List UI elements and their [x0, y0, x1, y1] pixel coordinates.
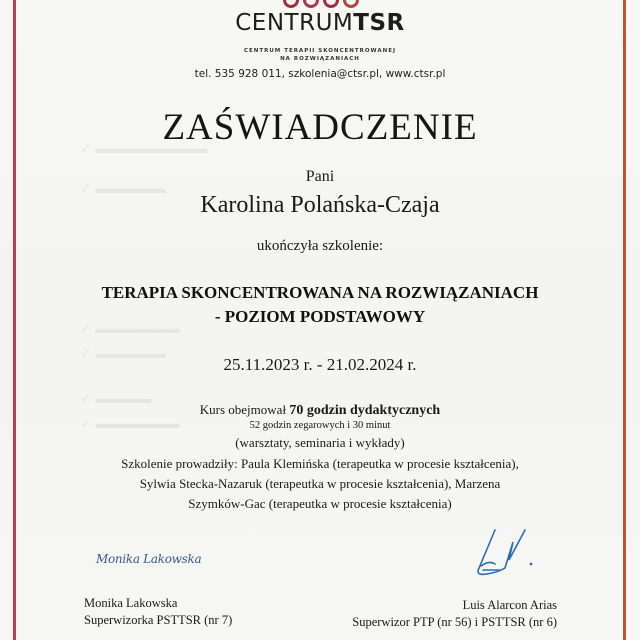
signer-left — [84, 595, 232, 629]
trainers-line2: Sylwia Stecka-Nazaruk (terapeutka w procesie kształcenia), Marzena — [139, 476, 501, 491]
signature-left-handwritten: Monika Lakowska — [96, 552, 202, 566]
trainers-line3: Szymków-Gac (terapeutka w procesie kształcenia) — [188, 496, 452, 511]
course-title-line1: TERAPIA SKONCENTROWANA NA ROZWIĄZANIACH — [101, 283, 539, 302]
course-title-line2: - POZIOM PODSTAWOWY — [214, 307, 426, 326]
bleed-through-mark: ✓ ▬▬▬▬▬▬ — [80, 415, 180, 431]
recipient-name: Karolina Polańska-Czaja — [200, 192, 440, 218]
signer-right-name: Luis Alarcon Arias — [462, 598, 557, 612]
signer-right-role: Superwizor PTP (nr 56) i PSTTSR (nr 6) — [352, 615, 557, 629]
signer-right — [352, 597, 557, 631]
bleed-through-mark: ✓ ▬▬▬▬▬▬▬▬ — [80, 140, 208, 156]
logo-icon — [283, 0, 359, 10]
brand-subtitle-line1: CENTRUM TERAPII SKONCENTROWANEJ — [243, 48, 397, 54]
course-dates: 25.11.2023 r. - 21.02.2024 r. — [223, 355, 417, 374]
signer-left-role: Superwizorka PSTTSR (nr 7) — [84, 613, 233, 627]
bleed-through-mark: ✓ ▬▬▬▬▬ — [80, 180, 166, 196]
signature-right-icon — [465, 520, 545, 580]
certificate-title: ZAŚWIADCZENIE — [162, 107, 478, 148]
brand-logo: CENTRUMTSR — [235, 10, 405, 36]
contact-info: tel. 535 928 011, szkolenia@ctsr.pl, www.ctsr.pl — [194, 68, 446, 80]
signer-left-name: Monika Lakowska — [84, 596, 178, 610]
bleed-through-mark: ✓ ▬▬▬▬▬▬ — [80, 320, 180, 336]
course-format: (warsztaty, seminaria i wykłady) — [235, 435, 405, 450]
bleed-through-mark: ✓ ▬▬▬▬ — [80, 390, 152, 406]
brand-subtitle-line2: NA ROZWIĄZANIACH — [280, 56, 360, 62]
trainers-line1: Szkolenie prowadziły: Paula Klemińska (terapeutka w procesie kształcenia), — [121, 456, 519, 471]
completed-label: ukończyła szkolenie: — [256, 238, 384, 254]
bleed-through-mark: ✓ ▬▬▬▬▬ — [80, 345, 166, 361]
salutation: Pani — [305, 168, 335, 185]
hours-summary: Kurs obejmował 70 godzin dydaktycznych — [199, 402, 441, 418]
clock-hours: 52 godzin zegarowych i 30 minut — [249, 420, 391, 431]
